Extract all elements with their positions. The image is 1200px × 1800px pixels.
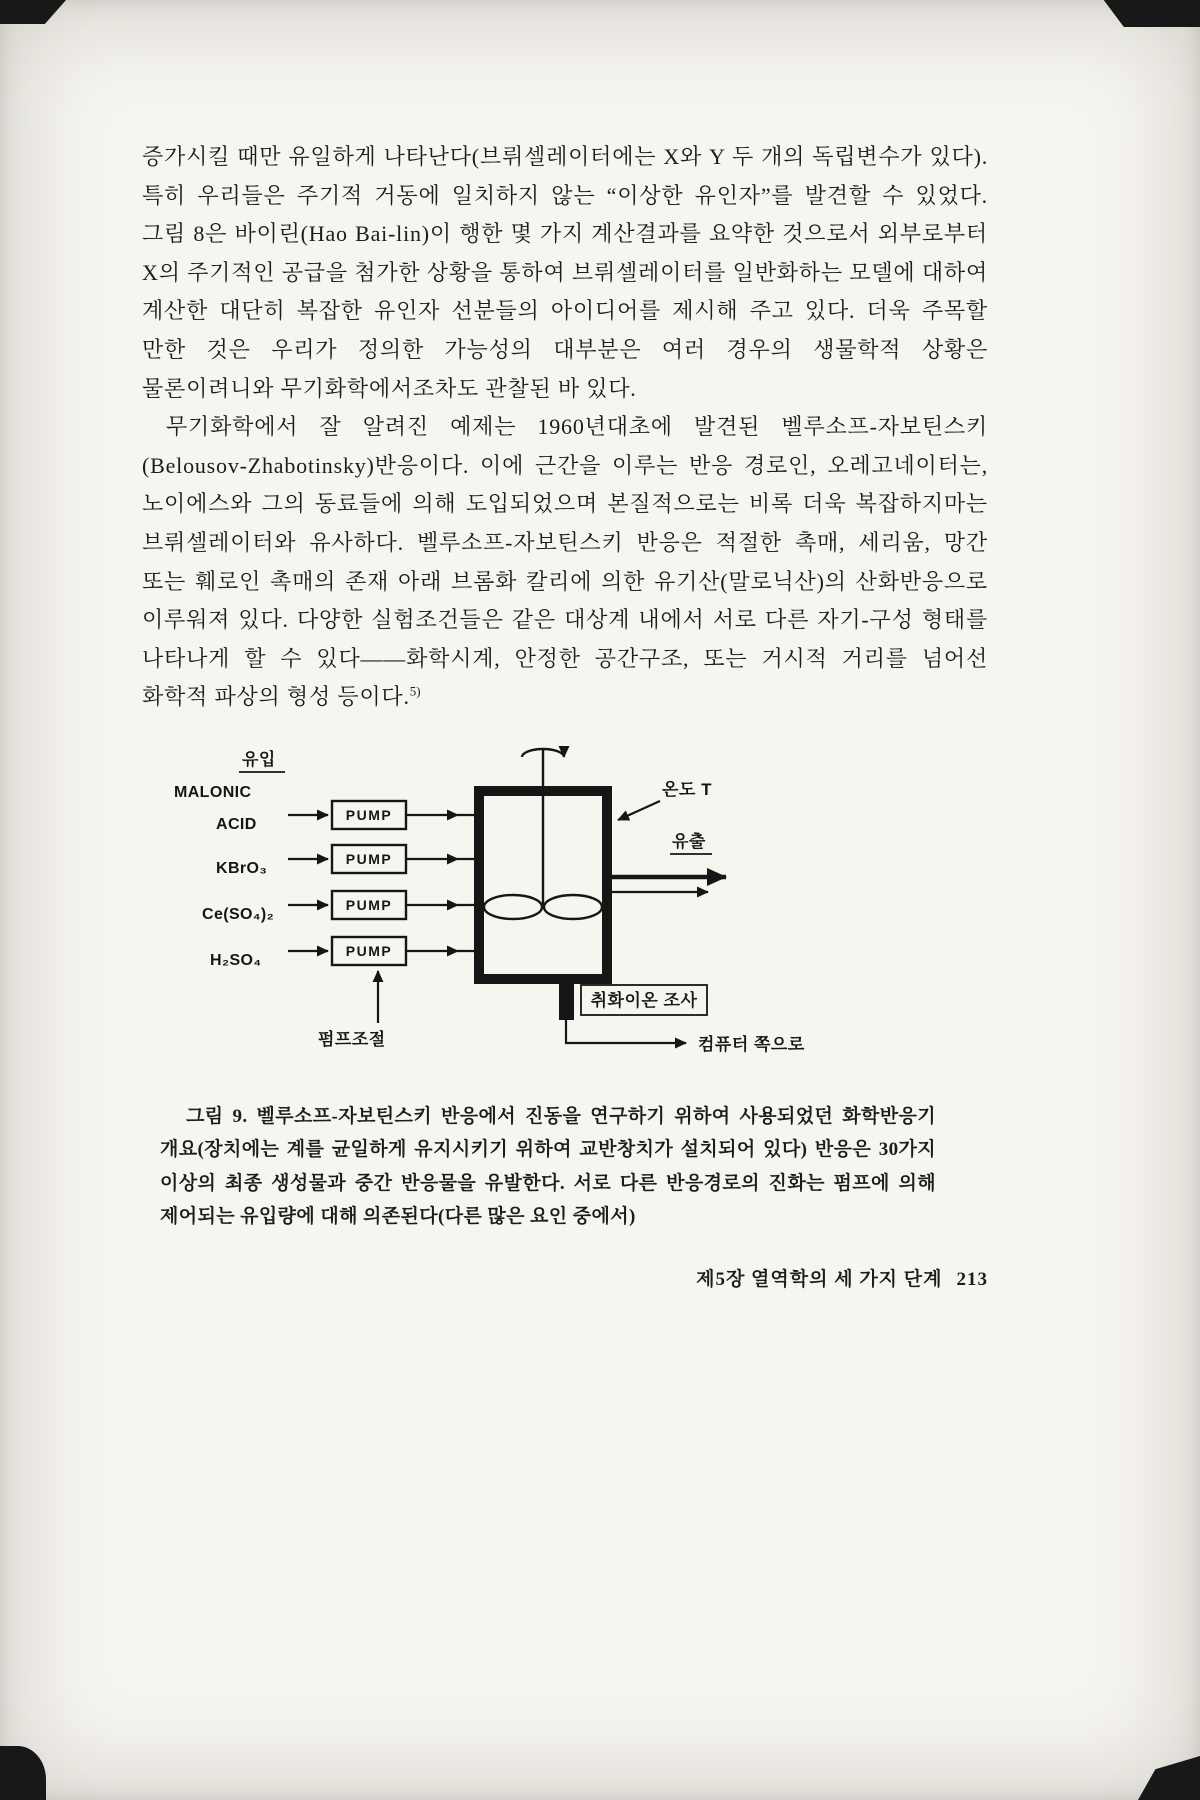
scan-artifact-top-left: [0, 0, 66, 24]
figure-caption-label: 그림 9.: [186, 1105, 248, 1127]
figure-9: [142, 737, 988, 1234]
book-page-content: [142, 138, 988, 1291]
outflow-label: 유출: [672, 831, 706, 851]
pump-label-4: PUMP: [345, 942, 393, 959]
feed-row-kbro3: [216, 845, 477, 877]
paragraph-1: 증가시킬 때만 유일하게 나타난다(브뤼셀레이터에는 X와 Y 두 개의 독립변수가 있다). 특히 우리들은 주기적 거동에 일치하지 않는 “이상한 유인자”를 발견할 수 있었다. 그림 8은 바이린(Hao Bai-lin)이 행한 몇 가지 계산결과를 요약한 것으로서 외부로부터 X의 주기적인 공급을 첨가한 상황을 통하여 브뤼셀레이터를 일반화하는 모델에 대하여 계산한 대단히 복잡한 유인자 선분들의 아이디어를 제시해 주고 있다. 더욱 주목할 만한 것은 우리가 정의한 가능성의 대부분은 여러 경우의 생물학적 상황은 물론이려니와 무기화학에서조차도 관찰된 바 있다.: [142, 144, 988, 401]
temperature-label: 온도 T: [662, 779, 712, 799]
scan-artifact-top-right: [1088, 0, 1200, 27]
malonic-label: MALONIC: [174, 783, 252, 801]
reactor-vessel: [479, 749, 607, 979]
inflow-label-group: [239, 749, 285, 772]
paragraph-2: [142, 408, 988, 717]
probe-group: [559, 980, 805, 1054]
h2so4-label: H₂SO₄: [210, 951, 262, 969]
pump-control-label: 펌프조절: [318, 1029, 386, 1049]
reactor-diagram-svg: [160, 737, 904, 1067]
stirrer-blade-right: [544, 895, 602, 919]
feed-row-malonic-acid: [174, 784, 477, 833]
pump-control-group: [318, 971, 386, 1049]
footnote-marker: 5): [409, 683, 421, 699]
reactor-diagram: [160, 737, 904, 1072]
inflow-label: 유입: [242, 749, 276, 769]
ceso4-label: Ce(SO₄)₂: [202, 905, 275, 923]
paragraph-2-text: 무기화학에서 잘 알려진 예제는 1960년대초에 발견된 벨루소프-자보틴스키(Belousov-Zhabotinsky)반응이다. 이에 근간을 이루는 반응 경로인, 오레고네이터는, 노이에스와 그의 동료들에 의해 도입되었으며 본질적으로는 비록 더욱 복잡하지마는 브뤼셀레이터와 유사하다. 벨루소프-자보틴스키 반응은 적절한 촉매, 세리움, 망간 또는 훼로인 촉매의 존재 아래 브롬화 칼리에 의한 유기산(말로닉산)의 산화반응으로 이루워져 있다. 다양한 실험조건들은 같은 대상계 내에서 서로 다른 자기-구성 형태를 나타나게 할 수 있다——화학시계, 안정한 공간구조, 또는 거시적 거리를 넘어선 화학적 파상의 형성 등이다.: [142, 414, 988, 710]
computer-link-line: [566, 1020, 686, 1043]
temperature-pointer-line: [618, 801, 660, 820]
page-footer: [142, 1264, 988, 1291]
pump-label-2: PUMP: [345, 850, 393, 867]
probe-label: 취화이온 조사: [590, 990, 698, 1010]
scan-artifact-bottom-right: [1138, 1756, 1200, 1800]
outflow-group: [612, 832, 726, 892]
figure-caption: [160, 1100, 936, 1234]
kbro3-label: KBrO₃: [216, 859, 268, 877]
pump-label-3: PUMP: [345, 896, 393, 913]
bromide-probe: [559, 980, 574, 1020]
page-number: 213: [956, 1268, 988, 1290]
feed-row-ceso4: [202, 891, 477, 923]
temperature-group: [618, 780, 712, 820]
pump-label-1: PUMP: [345, 806, 393, 823]
feed-row-h2so4: [210, 937, 477, 969]
acid-label: ACID: [216, 815, 257, 833]
chapter-title: 제5장 열역학의 세 가지 단계: [696, 1268, 943, 1290]
scan-artifact-bottom-left: [0, 1746, 46, 1800]
stirrer-blade-left: [484, 895, 542, 919]
computer-label: 컴퓨터 쪽으로: [698, 1034, 805, 1054]
figure-caption-text: 벨루소프-자보틴스키 반응에서 진동을 연구하기 위하여 사용되었던 화학반응기 개요(장치에는 계를 균일하게 유지시키기 위하여 교반창치가 설치되어 있다) 반응은 30가지 이상의 최종 생성물과 중간 반응물을 유발한다. 서로 다른 반응경로의 진화는 펌프에 의해 제어되는 유입량에 대해 의존된다(다른 많은 요인 중에서): [160, 1105, 936, 1228]
